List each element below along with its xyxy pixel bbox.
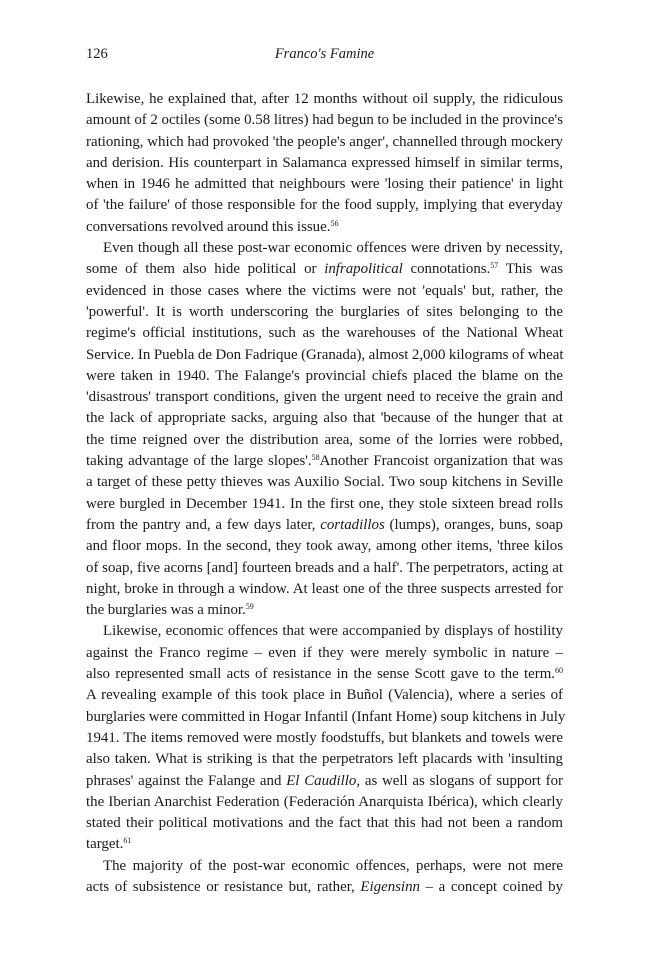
text-line: [86, 707, 566, 728]
text-line: [86, 877, 563, 898]
text-run: A revealing example of this took place in Buñol (Valencia), where a series of: [86, 687, 563, 704]
text-line: [86, 643, 563, 664]
text-run: night, broke in through a window. At least one of the three suspects arrested for: [86, 580, 563, 597]
page-number: 126: [86, 46, 108, 62]
text-line: [86, 345, 563, 366]
text-run: 'disastrous' transport conditions, given the urgent need to receive the grain and: [86, 389, 563, 406]
footnote-marker: 56: [330, 218, 339, 228]
text-line: [86, 153, 563, 174]
footnote-marker: 58: [311, 453, 320, 463]
text-run: evidenced in those cases where the victims were not 'equals' but, rather, the: [86, 282, 563, 299]
text-line: [86, 387, 563, 408]
text-run: of 'the failure' of those responsible for the food supply, implying that everyday: [86, 197, 563, 214]
text-run: burglaries were committed in Hogar Infantil (Infant Home) soup kitchens in July: [86, 708, 566, 725]
text-run: regime's official institutions, such as the warehouses of the National Wheat: [86, 325, 563, 342]
text-run: , as well as slogans of support for: [356, 772, 564, 789]
text-line: [86, 259, 563, 280]
text-run: Another Francoist organization that was: [319, 453, 563, 470]
text-line: [86, 472, 563, 493]
text-run: – a concept coined by: [419, 878, 563, 895]
text-run: were burgled in December 1941. In the first one, they stole sixteen bread rolls: [86, 495, 563, 512]
paragraph: [86, 621, 566, 855]
text-line: [86, 600, 563, 621]
text-run: target.: [86, 836, 124, 853]
text-run: were taken in 1940. The Falange's provincial chiefs placed the blame on the: [86, 367, 563, 384]
text-line: [86, 281, 563, 302]
text-run: amount of 2 octiles (some 0.58 litres) had begun to be included in the province's: [86, 112, 563, 129]
running-title: Franco's Famine: [274, 46, 375, 62]
text-run: stated their political motivations and the fact that this had not been a random: [86, 815, 563, 832]
text-line: [86, 515, 563, 536]
text-run: (lumps), oranges, buns, soap: [384, 516, 563, 533]
footnote-marker: 61: [123, 836, 132, 846]
text-line: [86, 749, 563, 770]
text-run: taking advantage of the large slopes'.: [86, 453, 312, 470]
italic-term: Eigensinn: [360, 878, 420, 895]
text-line: [86, 494, 563, 515]
text-run: rationing, which had provoked 'the people's anger', channelled through mockery: [86, 133, 563, 150]
text-line: [86, 195, 563, 216]
body-text: [86, 89, 566, 898]
text-run: the burglaries was a minor.: [86, 602, 246, 619]
text-run: against the Franco regime – even if they were merely symbolic in nature –: [86, 644, 563, 661]
text-line: [86, 792, 563, 813]
text-line: [86, 110, 563, 131]
text-line: [86, 856, 563, 877]
text-line: [86, 664, 563, 685]
text-run: conversations revolved around this issue.: [86, 218, 331, 235]
text-run: 1941. The items removed were mostly foodstuffs, but blankets and towels were: [86, 729, 563, 746]
footnote-marker: 57: [490, 261, 499, 271]
text-line: [86, 89, 563, 110]
text-line: [86, 323, 563, 344]
text-run: also represented small acts of resistance in the sense Scott gave to the term.: [86, 666, 555, 683]
text-line: [86, 451, 563, 472]
text-run: and derision. His counterpart in Salamanca expressed himself in similar terms,: [86, 154, 563, 171]
text-run: also taken. What is striking is that the perpetrators left placards with 'insulting: [86, 751, 563, 768]
text-line: [86, 430, 563, 451]
text-line: [86, 408, 563, 429]
text-line: [86, 834, 563, 855]
paragraph: [86, 856, 563, 899]
italic-term: infrapolitical: [324, 261, 403, 278]
text-line: [86, 302, 563, 323]
text-line: [86, 536, 563, 557]
text-line: [86, 366, 563, 387]
paragraph: [86, 238, 563, 621]
text-line: [86, 217, 563, 238]
paragraph: [86, 89, 563, 238]
footnote-marker: 60: [555, 666, 563, 676]
text-run: from the pantry and, a few days later,: [86, 516, 321, 533]
text-run: the lack of appropriate sacks, arguing also that 'because of the hunger that at: [86, 410, 563, 427]
text-run: the time reigned over the distribution area, some of the lorries were robbed,: [86, 431, 563, 448]
text-run: a target of these petty thieves was Auxilio Social. Two soup kitchens in Seville: [86, 474, 563, 491]
text-line: [86, 728, 563, 749]
text-line: [86, 685, 563, 706]
text-line: [86, 558, 563, 579]
text-run: the Iberian Anarchist Federation (Federación Anarquista Ibérica), which clearly: [86, 793, 563, 810]
text-run: Likewise, he explained that, after 12 months without oil supply, the ridiculous: [86, 91, 563, 107]
text-line: [86, 771, 563, 792]
text-run: acts of subsistence or resistance but, rather,: [86, 878, 361, 895]
text-run: 'powerful'. It is worth underscoring the burglaries of sites belonging to the: [86, 303, 563, 320]
book-page: [86, 0, 566, 898]
text-run: Even though all these post-war economic offences were driven by necessity,: [103, 240, 563, 257]
italic-term: El Caudillo: [286, 772, 357, 789]
text-run: This was: [498, 261, 563, 278]
text-line: [86, 579, 563, 600]
text-line: [86, 813, 563, 834]
text-line: [86, 132, 563, 153]
italic-term: cortadillos: [320, 516, 385, 533]
text-line: [86, 174, 563, 195]
text-line: [86, 621, 563, 642]
text-run: and floor mops. In the second, they took away, among other items, 'three kilos: [86, 538, 563, 555]
text-run: some of them also hide political or: [86, 261, 325, 278]
text-run: connotations.: [402, 261, 491, 278]
footnote-marker: 59: [245, 602, 254, 612]
text-run: Service. In Puebla de Don Fadrique (Granada), almost 2,000 kilograms of wheat: [86, 346, 564, 363]
text-run: of soap, five acorns [and] fourteen breads and a half'. The perpetrators, acting at: [86, 559, 563, 576]
text-run: The majority of the post-war economic offences, perhaps, were not mere: [103, 857, 563, 874]
text-line: [86, 238, 563, 259]
running-head: [86, 44, 563, 64]
text-run: when in 1946 he admitted that neighbours were 'losing their patience' in light: [86, 176, 563, 193]
text-run: phrases' against the Falange and: [86, 772, 287, 789]
text-run: Likewise, economic offences that were accompanied by displays of hostility: [103, 623, 563, 640]
